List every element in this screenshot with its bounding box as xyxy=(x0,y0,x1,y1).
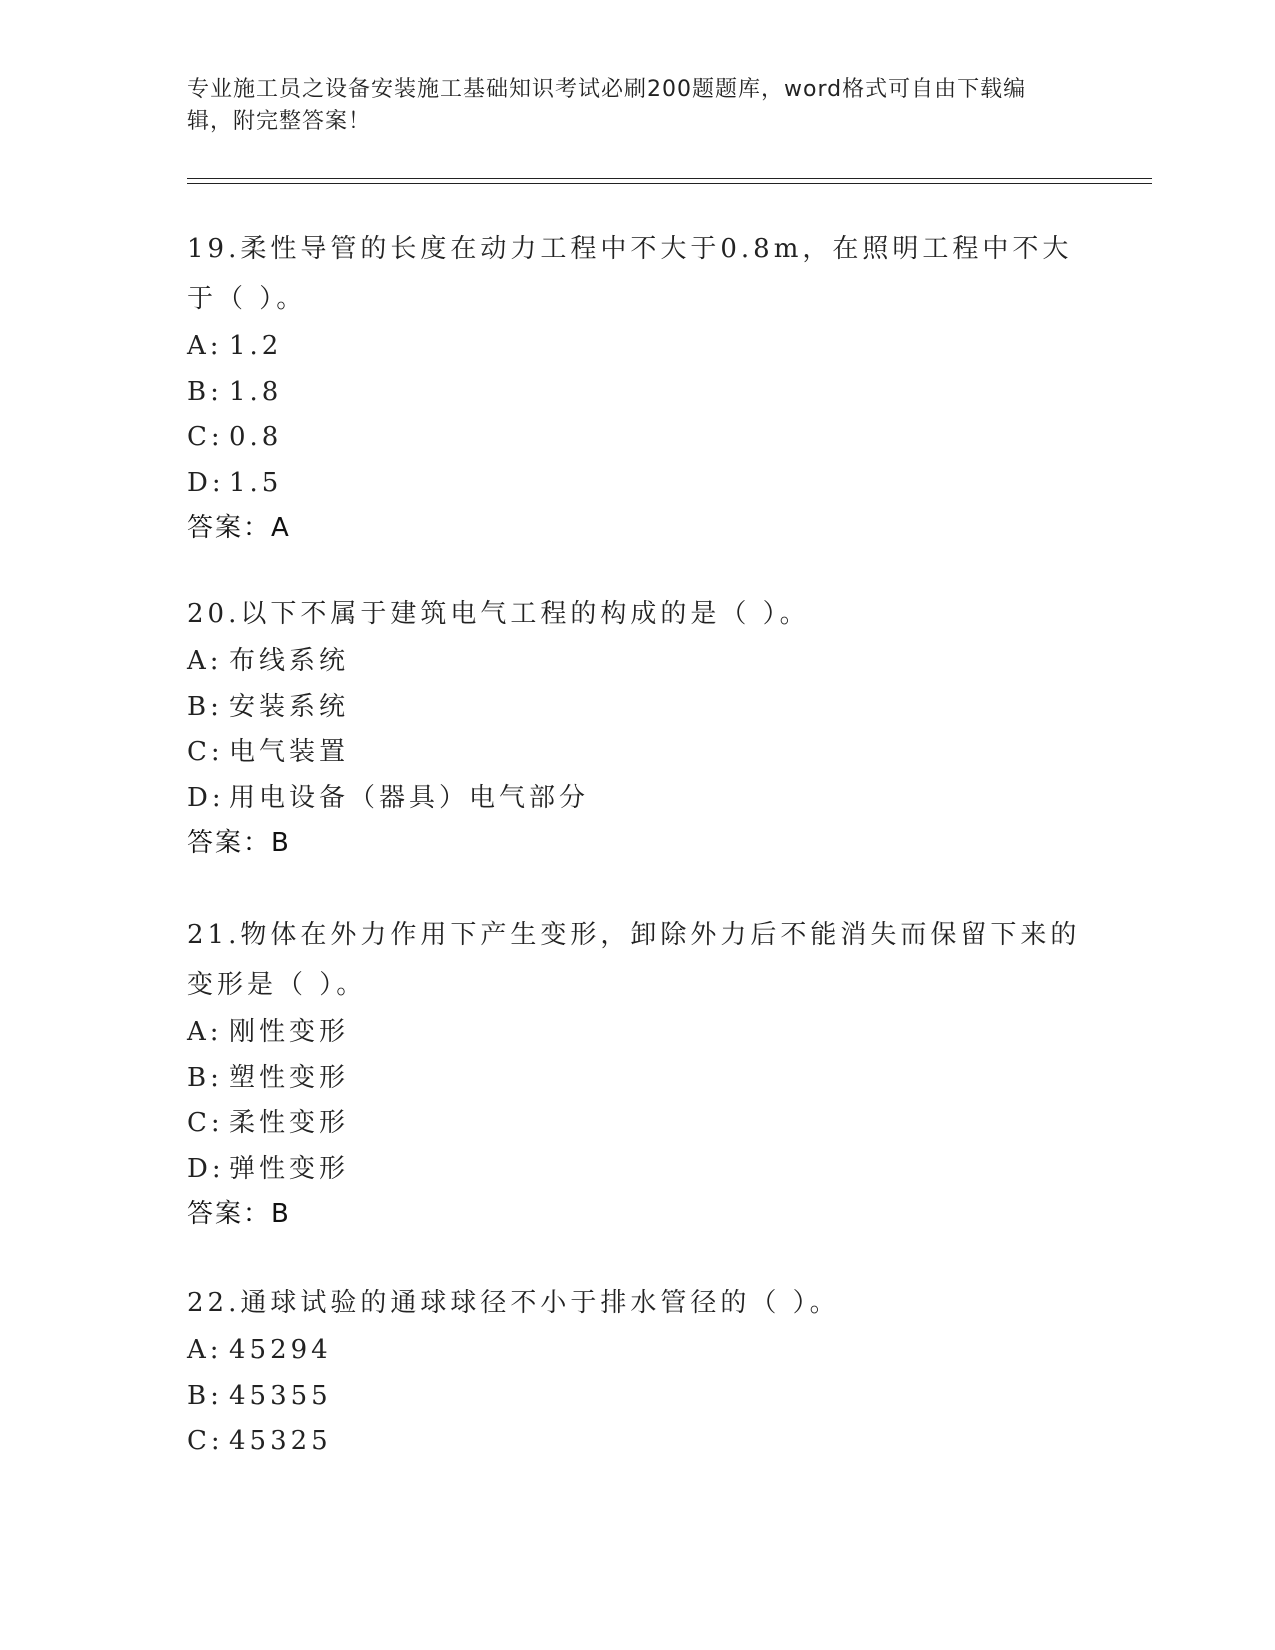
option-text: 柔性变形 xyxy=(229,1108,350,1138)
option-c xyxy=(187,1419,1087,1465)
option-text: 45325 xyxy=(229,1426,332,1456)
option-letter: A: xyxy=(187,1335,223,1365)
option-letter: A: xyxy=(187,646,223,676)
option-text: 刚性变形 xyxy=(229,1017,350,1047)
question-stem: 21.物体在外力作用下产生变形，卸除外力后不能消失而保留下来的变形是（ ）。 xyxy=(187,920,1081,1000)
question-stem: 22.通球试验的通球球径不小于排水管径的（ ）。 xyxy=(187,1288,840,1318)
document-header xyxy=(187,74,1067,138)
option-b xyxy=(187,370,1087,416)
option-text: 45355 xyxy=(229,1380,332,1411)
option-b xyxy=(187,1056,1087,1102)
answer: 答案：A xyxy=(187,513,291,543)
option-letter: B: xyxy=(187,691,223,722)
question-19 xyxy=(187,224,1087,552)
option-text: 1.5 xyxy=(229,467,283,498)
option-letter: B: xyxy=(187,1380,223,1411)
option-text: 塑性变形 xyxy=(229,1062,350,1093)
question-stem: 20.以下不属于建筑电气工程的构成的是（ ）。 xyxy=(187,599,810,629)
option-b xyxy=(187,1374,1087,1420)
answer: 答案：B xyxy=(187,828,291,858)
option-letter: C: xyxy=(187,422,224,452)
option-letter: B: xyxy=(187,1062,223,1093)
document-title: 专业施工员之设备安装施工基础知识考试必刷200题题库，word格式可自由下载编辑，附完整答案！ xyxy=(187,77,1027,134)
option-a xyxy=(187,1328,1087,1374)
option-c xyxy=(187,730,1087,776)
question-20 xyxy=(187,589,1087,867)
option-text: 1.2 xyxy=(229,331,283,361)
answer: 答案：B xyxy=(187,1199,291,1229)
option-text: 用电设备（器具）电气部分 xyxy=(229,782,590,813)
option-d xyxy=(187,1147,1087,1193)
option-text: 弹性变形 xyxy=(229,1153,350,1184)
option-letter: D: xyxy=(187,782,225,813)
option-letter: A: xyxy=(187,331,223,361)
option-letter: C: xyxy=(187,1108,224,1138)
question-22 xyxy=(187,1278,1087,1465)
option-b xyxy=(187,685,1087,731)
option-letter: C: xyxy=(187,737,224,767)
option-c xyxy=(187,1101,1087,1147)
option-letter: B: xyxy=(187,376,223,407)
option-letter: D: xyxy=(187,1153,225,1184)
option-text: 1.8 xyxy=(229,376,283,407)
option-letter: C: xyxy=(187,1426,224,1456)
option-d xyxy=(187,461,1087,507)
option-text: 电气装置 xyxy=(229,737,350,767)
option-letter: D: xyxy=(187,467,225,498)
option-text: 0.8 xyxy=(229,422,283,452)
option-text: 45294 xyxy=(229,1335,332,1365)
option-a xyxy=(187,1010,1087,1056)
question-21 xyxy=(187,910,1087,1238)
header-divider-top xyxy=(187,178,1152,179)
question-stem: 19.柔性导管的长度在动力工程中不大于0.8m，在照明工程中不大于（ ）。 xyxy=(187,234,1073,314)
header-divider-bottom xyxy=(187,183,1152,184)
option-letter: A: xyxy=(187,1017,223,1047)
option-text: 安装系统 xyxy=(229,691,350,722)
option-a xyxy=(187,324,1087,370)
option-a xyxy=(187,639,1087,685)
option-c xyxy=(187,415,1087,461)
option-d xyxy=(187,776,1087,822)
option-text: 布线系统 xyxy=(229,646,350,676)
